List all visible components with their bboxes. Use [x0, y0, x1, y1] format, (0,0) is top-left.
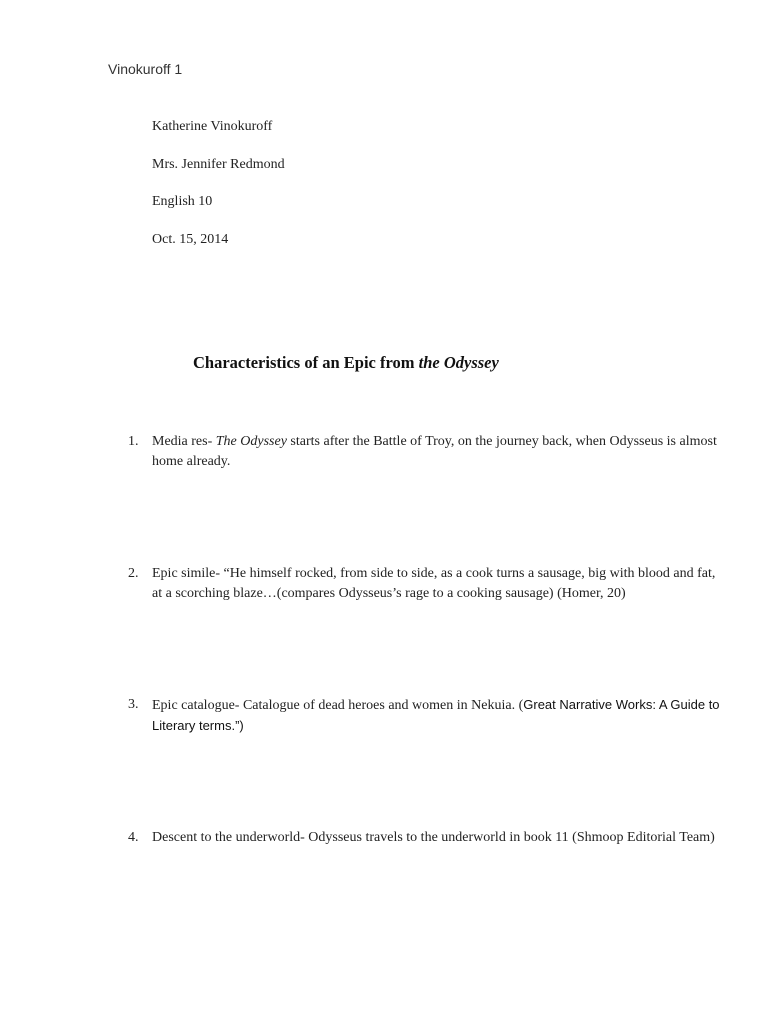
title-italic: the Odyssey — [418, 353, 499, 372]
list-item-2 — [128, 564, 728, 604]
item-body: “He himself rocked, from side to side, as a cook turns a sausage, big with blood and fat, at a scorching blaze…(compares Odysseus’s rage to a cooking sausage) (Homer, 20) — [152, 566, 716, 601]
item-number: 1. — [128, 434, 139, 449]
list-item-3 — [128, 695, 728, 737]
item-text — [152, 828, 722, 848]
item-number: 3. — [128, 697, 139, 712]
page-title — [193, 353, 499, 373]
list-item-1 — [128, 432, 728, 472]
item-italic: The Odyssey — [215, 434, 287, 449]
instructor-name: Mrs. Jennifer Redmond — [152, 156, 285, 172]
item-term: Epic catalogue- — [152, 698, 243, 713]
date: Oct. 15, 2014 — [152, 231, 229, 247]
item-citation: Great Narrative Works: A Guide to Literary terms.”) — [152, 697, 720, 733]
title-main: Characteristics of an Epic from — [193, 353, 419, 372]
item-term: Epic simile- — [152, 566, 224, 581]
running-head: Vinokuroff 1 — [108, 61, 183, 77]
item-body: Odysseus travels to the underworld in book 11 (Shmoop Editorial Team) — [308, 830, 715, 845]
item-term: Media res- — [152, 434, 216, 449]
item-term: Descent to the underworld- — [152, 830, 309, 845]
author-name: Katherine Vinokuroff — [152, 119, 273, 134]
item-text — [152, 695, 722, 737]
item-body: Catalogue of dead heroes and women in Nekuia. ( — [242, 698, 524, 713]
item-text — [152, 432, 722, 472]
mla-heading — [152, 118, 285, 268]
course-name: English 10 — [152, 194, 213, 209]
item-text — [152, 564, 722, 604]
list-item-4 — [128, 828, 728, 848]
item-body: starts after the Battle of Troy, on the journey back, when Odysseus is almost home already. — [152, 434, 717, 469]
item-number: 4. — [128, 830, 139, 845]
item-number: 2. — [128, 566, 139, 581]
